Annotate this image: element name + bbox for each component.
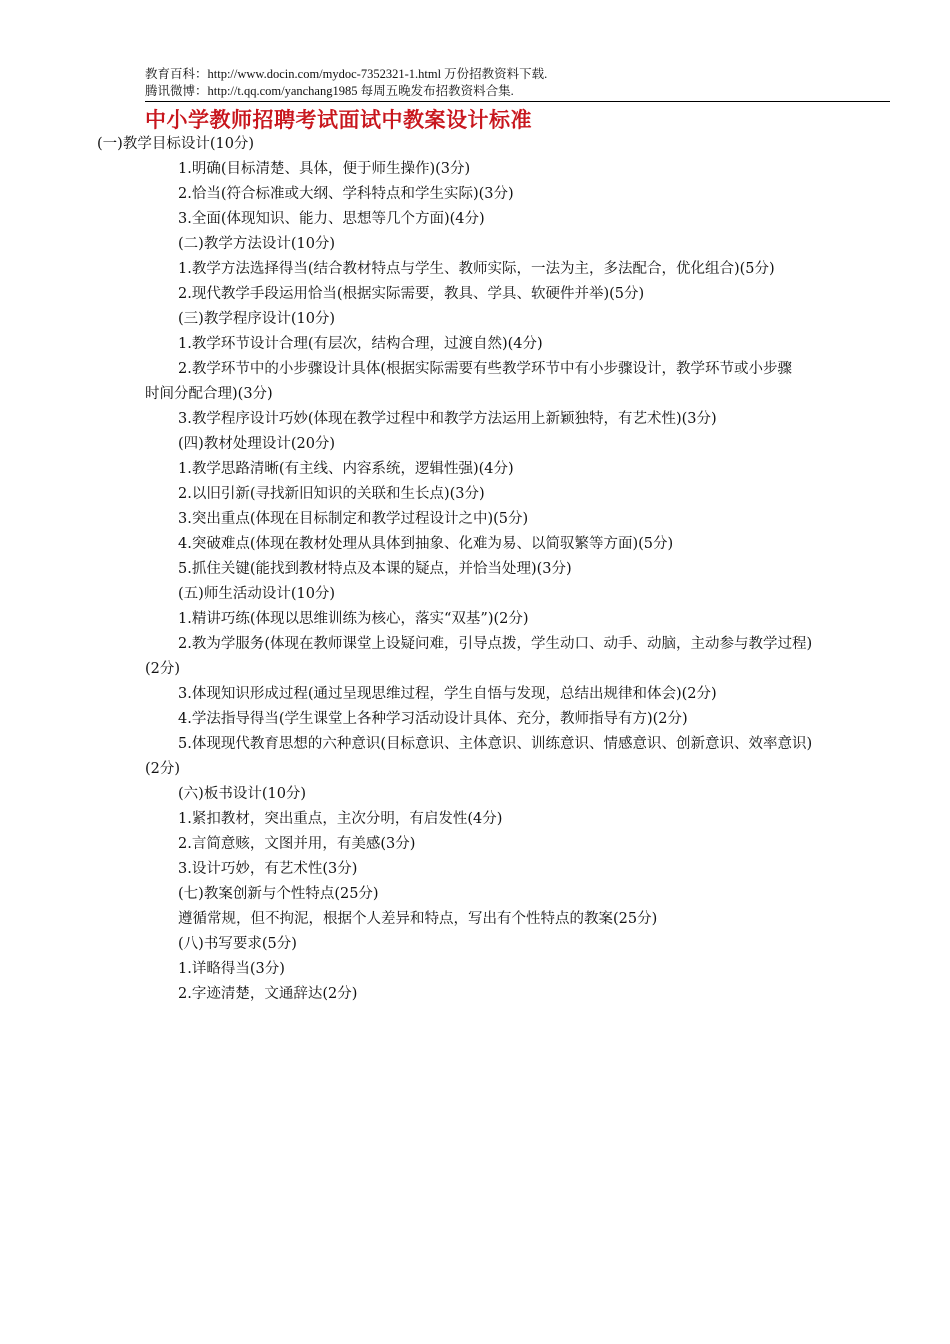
list-item: 2.现代教学手段运用恰当(根据实际需要，教具、学具、软硬件并举)(5分) (178, 286, 645, 302)
section-heading: (六)板书设计(10分) (178, 786, 307, 802)
list-item: 5.抓住关键(能找到教材特点及本课的疑点，并恰当处理)(3分) (178, 561, 572, 577)
list-item: 2.恰当(符合标准或大纲、学科特点和学生实际)(3分) (178, 186, 514, 202)
section-heading: (一)教学目标设计(10分) (97, 136, 255, 152)
header-line-weibo: 腾讯微博：http://t.qq.com/yanchang1985 每周五晚发布招教资料合集. (145, 84, 514, 98)
section-heading: (七)教案创新与个性特点(25分) (178, 886, 379, 902)
list-item: 4.学法指导得当(学生课堂上各种学习活动设计具体、充分，教师指导有方)(2分) (178, 711, 688, 727)
list-item: 1.教学思路清晰(有主线、内容系统，逻辑性强)(4分) (178, 461, 514, 477)
list-item: 遵循常规，但不拘泥，根据个人差异和特点，写出有个性特点的教案(25分) (178, 911, 658, 927)
section-heading: (五)师生活动设计(10分) (178, 586, 336, 602)
list-item: 3.教学程序设计巧妙(体现在教学过程中和教学方法运用上新颖独特，有艺术性)(3分) (178, 411, 717, 427)
list-item: 4.突破难点(体现在教材处理从具体到抽象、化难为易、以简驭繁等方面)(5分) (178, 536, 674, 552)
list-item: 2.言简意赅，文图并用，有美感(3分) (178, 836, 416, 852)
list-item: 1.明确(目标清楚、具体，便于师生操作)(3分) (178, 161, 471, 177)
list-item-continuation: 时间分配合理)(3分) (145, 386, 273, 402)
section-heading: (三)教学程序设计(10分) (178, 311, 336, 327)
section-heading: (二)教学方法设计(10分) (178, 236, 336, 252)
list-item: 2.教为学服务(体现在教师课堂上设疑问难，引导点拨，学生动口、动手、动脑，主动参与教学过程) (178, 636, 813, 652)
section-heading: (四)教材处理设计(20分) (178, 436, 336, 452)
list-item: 2.教学环节中的小步骤设计具体(根据实际需要有些教学环节中有小步骤设计，教学环节或小步骤 (178, 361, 792, 377)
page-title: 中小学教师招聘考试面试中教案设计标准 (145, 108, 532, 132)
list-item: 5.体现现代教育思想的六种意识(目标意识、主体意识、训练意识、情感意识、创新意识、效率意识) (178, 736, 813, 752)
header-divider (145, 101, 890, 102)
list-item: 1.教学方法选择得当(结合教材特点与学生、教师实际，一法为主，多法配合，优化组合)(5分) (178, 261, 775, 277)
document-header (145, 66, 890, 102)
list-item: 3.设计巧妙，有艺术性(3分) (178, 861, 358, 877)
list-item: 2.字迹清楚，文通辞达(2分) (178, 986, 358, 1002)
list-item: 1.紧扣教材，突出重点，主次分明，有启发性(4分) (178, 811, 503, 827)
list-item: 2.以旧引新(寻找新旧知识的关联和生长点)(3分) (178, 486, 485, 502)
list-item: 3.全面(体现知识、能力、思想等几个方面)(4分) (178, 211, 485, 227)
list-item: 3.体现知识形成过程(通过呈现思维过程，学生自悟与发现，总结出规律和体会)(2分) (178, 686, 717, 702)
list-item: 1.详略得当(3分) (178, 961, 285, 977)
list-item: 3.突出重点(体现在目标制定和教学过程设计之中)(5分) (178, 511, 529, 527)
header-line-docin: 教育百科：http://www.docin.com/mydoc-7352321-1.html 万份招教资料下载. (145, 67, 548, 81)
list-item: 1.精讲巧练(体现以思维训练为核心，落实“双基”)(2分) (178, 611, 529, 627)
list-item-continuation: (2分) (145, 761, 181, 777)
list-item: 1.教学环节设计合理(有层次，结构合理，过渡自然)(4分) (178, 336, 543, 352)
section-heading: (八)书写要求(5分) (178, 936, 297, 952)
list-item-continuation: (2分) (145, 661, 181, 677)
